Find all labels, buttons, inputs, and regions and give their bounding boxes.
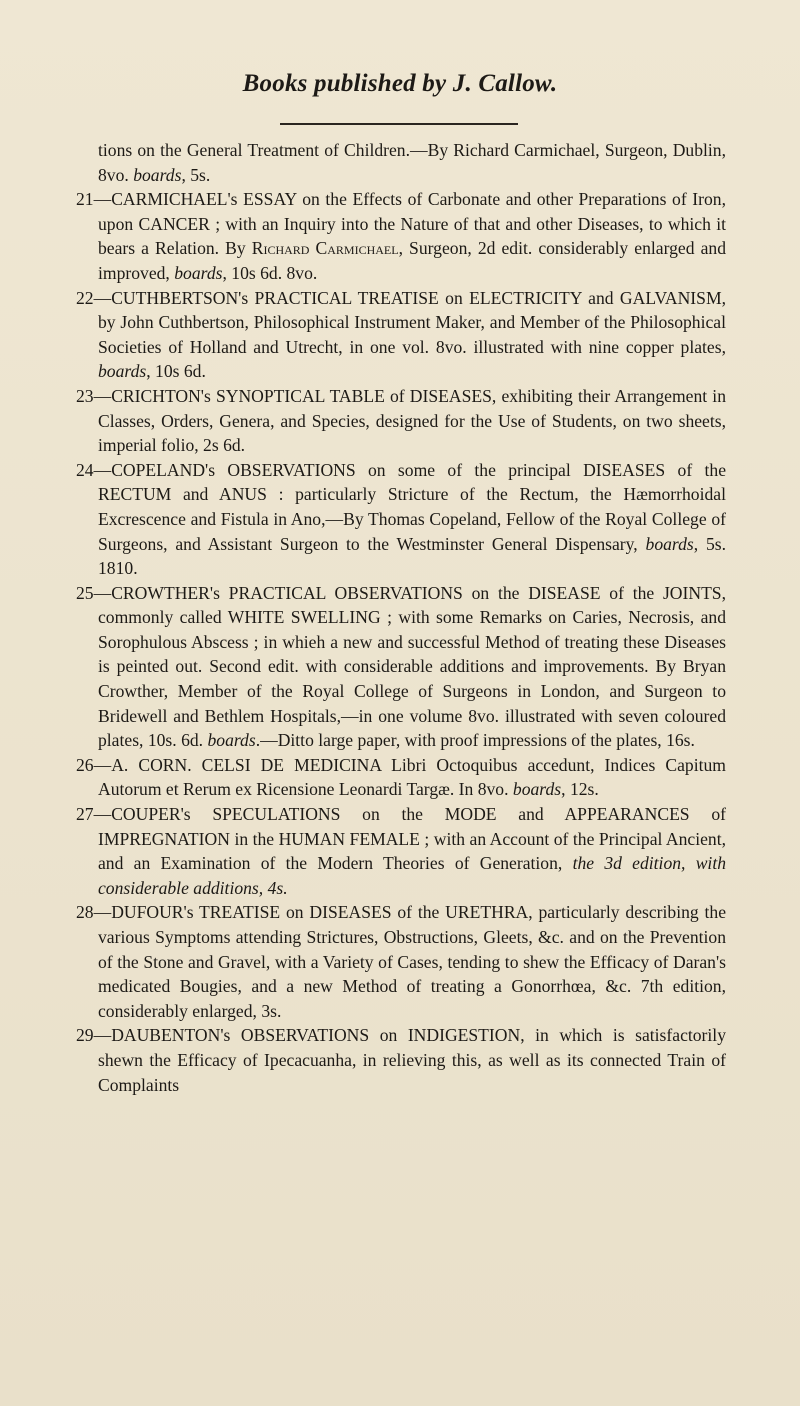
entry-22: 22—CUTHBERTSON's PRACTICAL TREATISE on ELECTRICITY and GALVANISM, by John Cuthbertson, Philosophical Instrument Maker, and Member of the Philosophical Societies of Holland and Utrecht, in one vol. 8vo. illustrated with nine copper plates, boards, 10s 6d.: [76, 287, 726, 382]
entry-title: CUTHBERTSON's PRACTICAL TREATISE on ELECTRICITY and GALVANISM,: [111, 287, 726, 308]
entry-number: 21: [76, 189, 94, 210]
entry-price: , 4s.: [258, 877, 288, 898]
binding-italic: boards: [98, 361, 147, 382]
entry-text: on the MODE and APPEARANCES of IMPREGNATION in the HUMAN FEMALE ; with an Account of the Principal Ancient, and an Examination of the Modern Theories of Generation,: [98, 804, 726, 874]
entry-price: , 10s 6d. 8vo.: [222, 262, 318, 283]
entry-title: CARMICHAEL's ESSAY: [111, 189, 297, 210]
binding-italic: boards: [133, 164, 182, 185]
entry-price: , 10s 6d.: [146, 361, 206, 382]
binding-italic: boards: [512, 779, 562, 800]
entry-27: 27—COUPER's SPECULATIONS on the MODE and APPEARANCES of IMPREGNATION in the HUMAN FEMALE ; with an Account of the Principal Ancient, and an Examination of the Modern Theories of Generation, the 3d edition, with considerable additions, 4s.: [76, 804, 727, 898]
binding-italic: boards: [207, 730, 256, 751]
entry-title: COUPER's SPECULATIONS: [111, 804, 341, 825]
binding-italic: the 3d edition, with considerable additions: [98, 853, 727, 898]
entry-number: 25: [76, 582, 94, 603]
entry-price: , 5s. 1810.: [98, 533, 726, 579]
entry-21: 21—CARMICHAEL's ESSAY on the Effects of Carbonate and other Preparations of Iron, upon CANCER ; with an Inquiry into the Nature of that and other Diseases, to which it bears a Relation. By Richard Carmichael, Surgeon, 2d edit. considerably enlarged and improved, boards, 10s 6d. 8vo.: [76, 189, 726, 283]
entry-number: 28: [76, 902, 94, 923]
entry-author: Richard Carmichael: [251, 238, 399, 259]
entry-title: CROWTHER's PRACTICAL OBSERVATIONS: [111, 582, 463, 603]
header-rule: [280, 123, 518, 125]
entry-text: on INDIGESTION, in which is satisfactorily shewn the Efficacy of Ipecacuanha, in relieving this, as well as its connected Train of Complaints: [98, 1025, 726, 1095]
entry-number: 26: [76, 754, 94, 775]
entry-title: COPELAND's OBSERVATIONS: [111, 459, 356, 480]
entry-title: DAUBENTON's OBSERVATIONS: [111, 1025, 370, 1046]
entry-text: on some of the principal DISEASES of the RECTUM and ANUS : particularly Stricture of the Rectum, the Hæmorrhoidal Excrescence and Fistula in Ano,—By Thomas Copeland, Fellow of the Royal College of Surgeons, and Assistant Surgeon to the Westminster General Dispensary,: [98, 459, 726, 554]
entry-number: 29: [76, 1025, 94, 1046]
entry-text: Libri Octoquibus accedunt, Indices Capitum Autorum et Rerum ex Ricensione Leonardi Targæ. In 8vo.: [98, 754, 726, 800]
entry-24: 24—COPELAND's OBSERVATIONS on some of the principal DISEASES of the RECTUM and ANUS : particularly Stricture of the Rectum, the Hæmorrhoidal Excrescence and Fistula in Ano,—By Thomas Copeland, Fellow of the Royal College of Surgeons, and Assistant Surgeon to the Westminster General Dispensary, boards, 5s. 1810.: [76, 459, 726, 579]
entry-price: , 5s.: [181, 164, 211, 185]
catalogue-text: [76, 138, 726, 1097]
entry-price: , 12s.: [561, 779, 599, 800]
entry-number: 22: [76, 287, 94, 308]
entry-text: , Surgeon, 2d edit. considerably enlarged and improved,: [98, 238, 726, 283]
binding-italic: boards: [174, 262, 223, 283]
binding-italic: boards: [645, 533, 694, 554]
entry-text: on the Effects of Carbonate and other Preparations of Iron, upon CANCER ; with an Inquiry into the Nature of that and other Diseases, to which it bears a Relation. By: [98, 189, 726, 259]
entry-29: 29—DAUBENTON's OBSERVATIONS on INDIGESTION, in which is satisfactorily shewn the Efficacy of Ipecacuanha, in relieving this, as well as its connected Train of Complaints: [76, 1025, 726, 1095]
entry-text: exhibiting their Arrangement in Classes, Orders, Genera, and Species, designed for the Use of Students, on two sheets, imperial folio, 2s 6d.: [98, 385, 726, 456]
entry-28: 28—DUFOUR's TREATISE on DISEASES of the URETHRA, particularly describing the various Symptoms attending Strictures, Obstructions, Gleets, &c. and on the Prevention of the Stone and Gravel, with a Variety of Cases, tending to shew the Efficacy of Daran's medicated Bougies, and a new Method of treating a Gonorrhœa, &c. 7th edition, considerably enlarged, 3s.: [76, 902, 727, 1021]
entry-23: 23—CRICHTON's SYNOPTICAL TABLE of DISEASES, exhibiting their Arrangement in Classes, Orders, Genera, and Species, designed for the Use of Students, on two sheets, imperial folio, 2s 6d.: [76, 385, 726, 456]
entry-text: on the DISEASE of the JOINTS, commonly called WHITE SWELLING ; with some Remarks on Caries, Necrosis, and Sorophulous Abscess ; in whieh a new and successful Method of treating these Diseases is peinted out. Second edit. with considerable additions and improvements. By Bryan Crowther, Member of the Royal College of Surgeons in London, and Surgeon to Bridewell and Bethlem Hospitals,—in one volume 8vo. illustrated with seven coloured plates, 10s. 6d.: [98, 582, 726, 751]
entry-title: DUFOUR's TREATISE: [111, 902, 281, 923]
entry-number: 23: [76, 385, 94, 406]
entry-26: 26—A. CORN. CELSI DE MEDICINA Libri Octoquibus accedunt, Indices Capitum Autorum et Rerum ex Ricensione Leonardi Targæ. In 8vo. boards, 12s.: [76, 754, 726, 800]
entry-title: A. CORN. CELSI DE MEDICINA: [111, 754, 382, 775]
entry-number: 27: [76, 804, 94, 825]
entry-text: on DISEASES of the URETHRA, particularly describing the various Symptoms attending Strictures, Obstructions, Gleets, &c. and on the Prevention of the Stone and Gravel, with a Variety of Cases, tending to shew the Efficacy of Daran's medicated Bougies, and a new Method of treating a Gonorrhœa, &c. 7th edition, considerably enlarged, 3s.: [98, 902, 727, 1021]
entry-number: 24: [76, 459, 94, 480]
entry-25: 25—CROWTHER's PRACTICAL OBSERVATIONS on the DISEASE of the JOINTS, commonly called WHITE SWELLING ; with some Remarks on Caries, Necrosis, and Sorophulous Abscess ; in whieh a new and successful Method of treating these Diseases is peinted out. Second edit. with considerable additions and improvements. By Bryan Crowther, Member of the Royal College of Surgeons in London, and Surgeon to Bridewell and Bethlem Hospitals,—in one volume 8vo. illustrated with seven coloured plates, 10s. 6d. boards.—Ditto large paper, with proof impressions of the plates, 16s.: [76, 582, 726, 751]
entry-price: .—Ditto large paper, with proof impressions of the plates, 16s.: [255, 730, 695, 751]
entry-text: by John Cuthbertson, Philosophical Instrument Maker, and Member of the Philosophical Societies of Holland and Utrecht, in one vol. 8vo. illustrated with nine copper plates,: [98, 312, 726, 357]
entry-text: tions on the General Treatment of Children.—By Richard Carmichael, Surgeon, Dublin, 8vo.: [98, 140, 726, 185]
running-head: Books published by J. Callow.: [242, 70, 558, 97]
entry-title: CRICHTON's SYNOPTICAL TABLE of DISEASES,: [111, 385, 497, 406]
entry-continued: [76, 138, 726, 187]
